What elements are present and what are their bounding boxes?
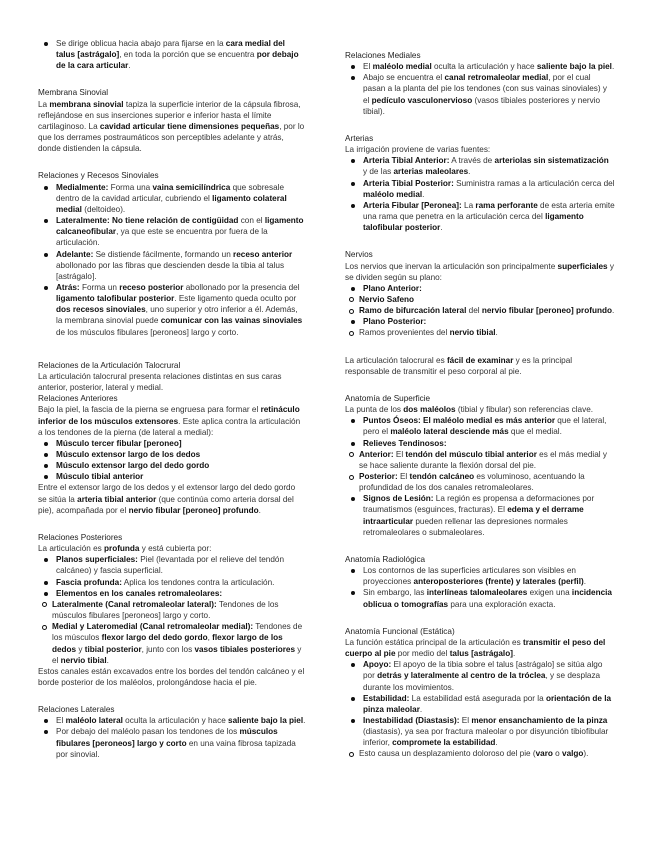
text-run: tapiza la superficie interior de la cápsula fibrosa, reflejándose en sus inserciones superior e inferior hasta el límite cartilaginoso. La [38,99,301,131]
bold-term: profunda [104,544,140,554]
bold-term: nervio tibial [449,328,496,338]
text-run: . [440,223,443,233]
text-run: . [303,716,306,726]
text-run: . [258,505,261,515]
list-item [56,282,306,338]
text-run: Ramos provenientes del [359,328,450,338]
bold-term: orientación de la pinza maleolar [363,693,612,714]
bold-term: incidencia oblicua o tomografías [363,588,612,609]
section-spacer [38,71,306,87]
bold-term: Medial y Lateromedial (Canal retromaleolar medial): [52,622,254,632]
text-run: . Este ligamento queda oculto por [174,294,297,304]
list-item [56,588,306,599]
bold-term: saliente bajo la piel [536,62,612,72]
bold-term: vaina semicilíndrica [152,182,231,192]
bold-term: tibial posterior [84,644,142,654]
text-run: . [422,189,425,199]
section-heading-relaciones-de-la-articulacion-talocrural: Relaciones de la Articulación Talocrural [38,360,181,370]
text-run: es voluminoso, acentuando la profundidad de los dos canales retromaleolares. [359,472,585,493]
sub-bullet-list [38,599,306,666]
text-run: . [106,655,109,665]
bold-term: por debajo de la cara articular [56,50,299,71]
text-run: para una exploración exacta. [448,599,556,609]
list-item [363,200,615,233]
text-run: Piel (levantada por el relieve del tendón calcáneo) y fascia superficial. [56,555,285,576]
text-run: . [468,167,471,177]
paragraph [38,404,306,437]
list-item [363,438,615,449]
text-run: del [466,306,482,316]
section-spacer [38,154,306,170]
sub-bullet-list [345,327,615,338]
bullet-list [345,283,615,294]
list-item [56,182,306,215]
paragraph [38,482,306,515]
bold-term: Elementos en los canales retromaleolares: [56,588,223,598]
text-run: Aplica los tendones contra la articulación. [121,577,275,587]
bold-term: vasos tibiales posteriores [194,644,296,654]
bold-term: transmitir el peso del cuerpo al pie [345,637,606,659]
text-run: . Este aplica contra la articulación a los tendones de la pierna (de lateral a medial): [38,416,301,437]
text-run: Estos canales están excavados entre los bordes del tendón calcáneo y el borde posterior de los maléolos, prolongándose hacia el pie. [38,666,305,687]
bold-term: Arteria Tibial Anterior: [363,156,450,166]
paragraph [345,355,615,377]
text-run: La articulación talocrural presenta relaciones distintas en sus caras anterior, posterior, lateral y medial. [38,371,282,393]
text-run: (diastasis), ya sea por fractura maleolar o por disyunción tibiofibular inferior, [363,727,609,748]
text-run: . [419,704,423,714]
text-run: . [495,328,498,338]
text-run: Por debajo del maléolo pasan los tendones de los [56,727,240,737]
section-heading-anatomia-radiologica: Anatomía Radiológica [345,554,426,564]
paragraph [345,144,615,155]
text-run: Forma un [79,282,120,292]
text-run: Bajo la piel, la fascia de la pierna se engruesa para formar el [38,405,261,415]
sub-list-item [52,621,306,666]
bold-term: fácil de examinar [446,355,514,365]
bold-term: tendón del músculo tibial anterior [405,449,537,459]
bold-term: interlíneas talomaleolares [426,588,528,598]
text-run: . [495,738,498,748]
bold-term: Apoyo: [363,660,392,670]
bold-term: Adelante: [56,249,94,259]
text-run: La región es propensa a deformaciones por traumatismos (esguinces, fracturas). El [363,494,595,515]
bold-term: ligamento colateral medial [56,193,287,214]
bold-term: tendón calcáneo [409,472,475,481]
list-item [363,715,615,748]
text-run: que sobresale dentro de la cavidad articular, cubriendo el [56,182,285,203]
bold-term: rama perforante [475,200,538,210]
section-spacer [345,339,615,355]
sub-bullet-list [345,294,615,316]
list-item [56,249,306,282]
list-item [56,215,306,248]
text-run: o [552,749,563,759]
section-heading-membrana-sinovial: Membrana Sinovial [38,88,109,98]
bold-term: cara medial del talus [astrágalo] [56,39,285,60]
text-run: (vasos tibiales posteriores y nervio tibial). [363,95,601,116]
bold-term: ligamento calcaneofibular [56,216,304,237]
section-heading-relaciones-anteriores: Relaciones Anteriores [38,394,118,404]
list-item [363,587,615,609]
text-run: Esto causa un desplazamiento doloroso del pie ( [359,749,536,759]
bold-term: edema y el derrame intraarticular [363,505,584,526]
sub-list-item [52,599,306,621]
bold-term: dos maléolos [403,405,456,415]
bold-term: Atrás: [56,282,80,292]
text-run: La [38,99,50,109]
bold-term: retináculo inferior de los músculos extensores [38,405,300,426]
bullet-list [38,715,306,760]
text-run: (tibial y fibular) son referencias clave. [455,405,594,415]
text-run: y está cubierta por: [139,544,212,554]
text-run: , en toda la porción que se encuentra [119,50,257,60]
section-spacer [345,538,615,554]
bold-term: músculos fibulares [peroneos] largo y corto [56,727,278,748]
text-run: La estabilidad está asegurada por la [409,693,546,703]
text-run: y de las [363,167,394,177]
bold-term: talus [astrágalo] [449,649,513,659]
bold-term: Arteria Fibular [Peronea]: [363,200,462,210]
bold-term: Lateralmente (Canal retromaleolar lateral): [52,599,217,609]
paragraph [345,637,615,659]
sub-bullet-list [345,748,615,759]
section-spacer [345,117,615,133]
bold-term: ligamento talofibular posterior [363,212,584,233]
list-item [56,577,306,588]
list-item [363,283,615,294]
text-run: La [461,200,476,210]
bold-term: membrana sinovial [49,99,124,109]
left-column [38,38,306,760]
bold-term: flexor largo del dedo gordo [101,633,208,643]
bullet-list [345,565,615,610]
text-run: (que continúa como arteria dorsal del pie), acompañada por el [38,494,294,515]
text-run: Sin embargo, las [363,588,427,598]
sub-list-item [359,471,615,493]
bold-term: Músculo extensor largo de los dedos [56,450,201,459]
section-heading-relaciones-mediales: Relaciones Mediales [345,51,421,60]
bold-term: Anterior: [359,449,394,459]
paragraph [345,404,615,415]
section-heading-relaciones-y-recesos-sinoviales: Relaciones y Recesos Sinoviales [38,171,159,181]
bold-term: Plano Posterior: [363,317,427,327]
list-item [363,493,615,538]
text-run: y se dividen según su plano: [345,261,614,282]
bold-term: maléolo medial [372,62,432,72]
bold-term: maléolo lateral [65,716,123,726]
bullet-list [345,415,615,448]
text-run: en una vaina fibrosa tapizada por sinovial. [56,738,296,759]
text-run: Tendones de los músculos [52,622,303,643]
bold-term: Plano Anterior: [363,283,422,293]
bold-term: arteriolas sin sistematización [494,156,609,166]
list-item [56,554,306,576]
list-item [363,693,615,715]
bold-term: Medialmente: [56,182,109,192]
sub-list-item [359,294,615,305]
section-spacer [345,233,615,249]
bold-term: maléolo medial [363,189,423,199]
list-item [56,449,306,460]
text-run: Los contornos de las superficies articulares son visibles en proyecciones [363,566,576,587]
list-item [363,415,615,437]
section-spacer [38,338,306,360]
bold-term: arterias maleolares [393,167,469,177]
bold-term: cavidad articular tiene dimensiones pequeñas [99,121,280,131]
text-run: por medio del [395,649,450,659]
list-item [56,726,306,759]
section-spacer [38,688,306,704]
bold-term: nervio fibular [peroneo] profundo [128,505,259,515]
bold-term: maléolo lateral desciende más [390,427,509,437]
text-run: La irrigación proviene de varias fuentes: [345,145,491,155]
bold-term: nervio fibular [peroneo] profundo [481,306,612,316]
paragraph [38,666,306,688]
sub-bullet-list [345,449,615,494]
list-item [363,155,615,177]
bold-term: dos recesos sinoviales [56,305,146,315]
text-run: , por lo que los derrames postraumáticos son perceptibles adelante y atrás, donde distienden la cápsula. [38,121,305,154]
text-run: , y se desplaza durante los movimientos. [363,671,601,692]
bold-term: detrás y lateralmente al centro de la tróclea [377,671,546,681]
text-run: . [583,577,586,587]
text-run: de esta arteria emite una rama que penetra en la articulación cerca del [363,200,615,222]
bold-term: Posterior: [359,472,398,481]
bullet-list [345,61,615,117]
text-run: oculta la articulación y hace [122,716,229,726]
text-run: , ya que este se encuentra por fuera de la articulación. [56,227,268,248]
section-spacer [38,516,306,532]
bold-term: flexor largo de los dedos [52,633,283,654]
text-run: , por el cual pasan a la planta del pie los tendones (con sus vainas sinoviales) y el [363,73,607,105]
bold-term: nervio tibial [60,655,107,665]
text-run: La punta de los [345,405,404,415]
section-heading-anatomia-de-superficie: Anatomía de Superficie [345,393,431,403]
section-heading-relaciones-laterales: Relaciones Laterales [38,705,115,715]
text-run: La articulación talocrural es [345,355,447,365]
text-run: Tendones de los músculos fibulares [peroneos] largo y corto. [52,599,279,621]
bullet-list [345,493,615,538]
section-spacer [345,377,615,393]
bold-term: receso anterior [233,249,293,259]
bullet-list [345,659,615,748]
text-run: Entre el extensor largo de los dedos y el extensor largo del dedo gordo se sitúa la [38,483,296,504]
bold-term: Músculo tercer fibular [peroneo] [56,438,182,448]
list-item [56,471,306,482]
bold-term: Inestabilidad (Diastasis): [363,715,460,725]
text-run: El [459,715,472,725]
text-run: , uno superior y otro inferior a él. Además, la membrana sinovial puede [56,305,298,326]
list-item [363,61,615,72]
bullet-list [38,182,306,338]
bullet-list [38,554,306,599]
text-run: La función estática principal de la articulación es [345,637,523,647]
bold-term: Puntos Óseos: El maléolo medial es más anterior [363,416,556,426]
text-run: . [128,61,131,71]
bullet-list [38,38,306,71]
list-item [363,565,615,587]
sub-list-item [359,327,615,338]
text-run: El [397,472,410,481]
text-run: Forma una [108,182,153,192]
bold-term: Arteria Tibial Posterior: [363,178,454,188]
list-item [363,659,615,692]
list-item [56,438,306,449]
paragraph [38,543,306,554]
bold-term: Fascia profunda: [56,577,122,587]
paragraph [345,261,615,283]
text-run: oculta la articulación y hace [431,62,537,72]
bold-term: pedículo vasculonervioso [371,95,473,105]
text-run: La articulación es [38,544,104,554]
bullet-list [38,438,306,483]
bold-term: comunicar con las vainas sinoviales [160,316,303,326]
text-run: que el lateral, pero el [363,416,607,437]
text-run: Suministra ramas a la articulación cerca del [453,178,615,188]
text-run: y [76,644,85,654]
text-run: pueden rellenar las depresiones normales retromaleolares o submaleolares. [363,516,568,537]
bold-term: Músculo tibial anterior [56,472,144,482]
text-run: El [363,62,373,72]
bold-term: superficiales [557,261,608,271]
bold-term: anteroposteriores (frente) y laterales (perfil) [413,577,584,587]
text-run: es el más medial y se hace saliente durante la flexión dorsal del pie. [359,449,607,470]
text-run: Los nervios que inervan la articulación son principalmente [345,261,558,271]
section-heading-relaciones-posteriores: Relaciones Posteriores [38,532,123,542]
bold-term: canal retromaleolar medial [444,73,549,83]
text-run: El [393,449,406,459]
list-item [56,715,306,726]
text-run: y el [52,644,302,665]
right-column [345,50,615,760]
text-run: El apoyo de la tibia sobre el talus [astrágalo] se sitúa algo por [363,660,603,681]
sub-list-item [359,449,615,471]
text-run: y es la principal responsable de transmitir el peso corporal al pie. [345,355,573,376]
section-heading-anatomia-funcional-estatica: Anatomía Funcional (Estática) [345,626,455,636]
text-run: abollonado por la presencia del [183,282,300,292]
bold-term: varo [535,749,553,759]
text-run: ). [583,749,589,759]
bold-term: Ramo de bifurcación lateral [359,306,467,316]
bold-term: Músculo extensor largo del dedo gordo [56,461,210,471]
list-item [363,72,615,117]
sub-list-item [359,748,615,759]
text-run: abollonado por las fibras que descienden desde la tibia al talus [astrágalo]. [56,260,285,281]
section-heading-nervios: Nervios [345,250,373,260]
text-run: , junto con los [141,644,195,654]
bullet-list [345,316,615,327]
bold-term: Planos superficiales: [56,555,138,565]
list-item [363,178,615,200]
bold-term: receso posterior [119,282,184,292]
text-run: El [56,716,66,726]
text-run: que el medial. [508,427,562,437]
text-run: . [512,649,516,659]
text-run: Se distiende fácilmente, formando un [93,249,234,259]
list-item [56,38,306,71]
list-item [56,460,306,471]
bold-term: Signos de Lesión: [363,494,434,504]
bold-term: Estabilidad: [363,693,410,703]
bold-term: valgo [562,749,584,759]
list-item [363,316,615,327]
bold-term: Relieves Tendinosos: [363,438,447,448]
paragraph [38,371,306,393]
bullet-list [345,155,615,233]
text-run: . [611,62,615,72]
section-spacer [345,610,615,626]
text-run: A través de [449,156,495,166]
bold-term: compromete la estabilidad [392,738,496,748]
bold-term: arteria tibial anterior [77,494,157,504]
text-run: con el [238,216,265,226]
bold-term: Nervio Safeno [359,294,415,304]
text-run: Se dirige oblicua hacia abajo para fijarse en la [56,39,226,48]
text-run: de los músculos fibulares [peroneos] largo y corto. [56,327,239,337]
text-run: (deltoideo). [81,204,126,214]
bold-term: menor ensanchamiento de la pinza [471,715,608,725]
text-run: exigen una [527,588,572,598]
text-run: Abajo se encuentra el [363,73,445,83]
sub-list-item [359,305,615,316]
text-run: , [207,633,213,643]
text-run: . [611,306,615,316]
bold-term: Lateralmente: No tiene relación de contigüidad [56,216,239,226]
section-heading-arterias: Arterias [345,133,374,143]
bold-term: ligamento talofibular posterior [56,294,175,304]
paragraph [38,99,306,155]
bold-term: saliente bajo la piel [228,716,304,726]
